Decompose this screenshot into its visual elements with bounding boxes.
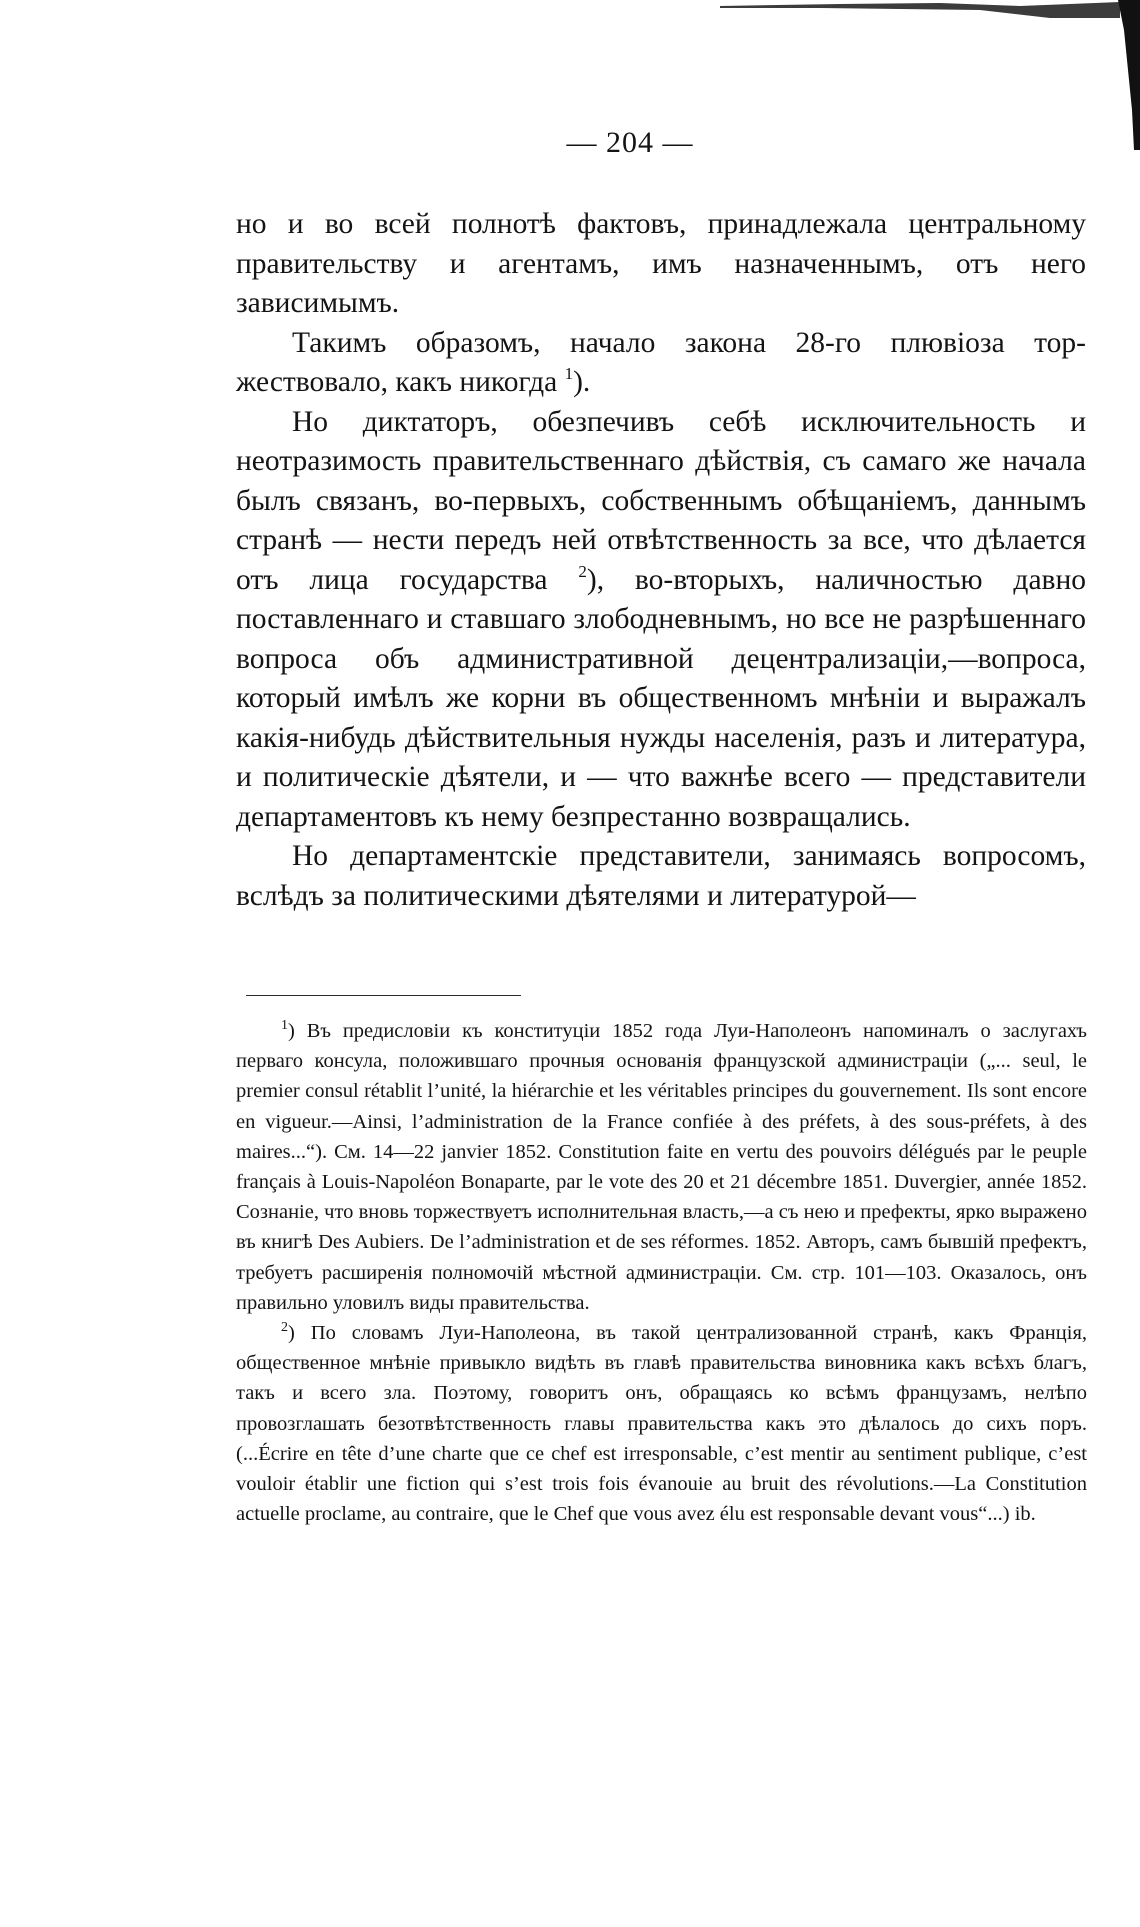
paragraph-3-text-a: Но диктаторъ, обезпечивъ себѣ исключительность и неотразимость правительственнаго дѣйствія, съ самаго же начала былъ связанъ, во-первыхъ, собственнымъ обѣщаніемъ, даннымъ странѣ — нести передъ ней отвѣтственность за все, что дѣлается отъ лица государства xyxy=(236,405,1086,596)
main-text xyxy=(236,205,1086,916)
paragraph-1: но и во всей полнотѣ фактовъ, принадлежала центральному правительству и агентамъ, имъ назначеннымъ, отъ него зависимымъ. xyxy=(236,208,1086,319)
footnotes xyxy=(236,1016,1087,1529)
footnote-ref-1[interactable]: 1 xyxy=(564,364,574,383)
paragraph-2 xyxy=(236,324,1086,403)
footnote-ref-2[interactable]: 2 xyxy=(578,561,587,581)
scan-artifact-top xyxy=(720,0,1120,18)
footnote-1-mark: 1 xyxy=(281,1018,288,1033)
page-number: — 204 — xyxy=(566,126,694,159)
footnote-2-text: ) По словамъ Луи-Наполеона, въ такой централизованной странѣ, какъ Франція, общественное мнѣніе привыкло видѣть въ главѣ правительства виновника какъ всѣхъ благъ, такъ и всего зла. Поэтому, говоритъ онъ, обращаясь ко всѣмъ французамъ, нелѣпо провозглашать безотвѣтственность главы правительства какъ это дѣлалось до сихъ поръ. (...Écrire en tête d’une charte que ce chef est irresponsable, c’est mentir au sentiment publique, c’est vouloir établir une fiction qui s’est trois fois évanouie au bruit des révolutions.—La Constitution actuelle proclame, au contraire, que le Chef que vous avez élu est responsable devant vous“...) ib. xyxy=(236,1322,1087,1526)
footnote-divider xyxy=(246,995,521,996)
footnote-2 xyxy=(236,1318,1087,1529)
paragraph-3-text-b: ), во-вторыхъ, наличностью давно поставленнаго и ставшаго злободневнымъ, но все не разрѣшеннаго вопроса объ административной децентрализаціи,—вопроса, который имѣлъ же корни въ общественномъ мнѣніи и выражалъ какія-нибудь дѣйствительныя нужды населенія, разъ и литература, и политическіе дѣятели, и — что важнѣе всего — представители департаментовъ къ нему безпрестанно возвращались. xyxy=(236,563,1086,833)
footnote-2-mark: 2 xyxy=(281,1320,288,1336)
paragraph-3 xyxy=(236,403,1086,838)
footnote-1-text: ) Въ предисловіи къ конституціи 1852 года Луи-Наполеонъ напоминалъ о заслугахъ перваго консула, положившаго прочныя основанія французской администраціи („... seul, le premier consul rétablit l’unité, la hiérarchie et les véritables principes du gouvernement. Ils sont encore en vigueur.—Ainsi, l’administration de la France confiée à des préfets, à des sous-préfets, à des maires...“). См. 14—22 janvier 1852. Constitution faite en vertu des pouvoirs délégués par le peuple français à Louis-Napoléon Bonaparte, par le vote des 20 et 21 décembre 1851. Duvergier, année 1852. Сознаніе, что вновь торжествуетъ исполнительная власть,—а съ нею и префекты, ярко выражено въ книгѣ Des Aubiers. De l’administration et de ses réformes. 1852. Авторъ, самъ бывшій префектъ, требуетъ расширенія полномочій мѣстной администраціи. См. стр. 101—103. Оказалось, онъ правильно уловилъ виды правительства. xyxy=(236,1020,1087,1314)
footnote-1 xyxy=(236,1016,1087,1318)
paragraph-2-end: ). xyxy=(573,366,591,398)
paragraph-2-text: Такимъ образомъ, начало закона 28-го плювіоза торжествовало, какъ никогда xyxy=(236,326,1086,398)
paragraph-4: Но департаментскіе представители, занимаясь вопросомъ, вслѣдъ за политическими дѣятелями и литературой— xyxy=(236,840,1086,912)
